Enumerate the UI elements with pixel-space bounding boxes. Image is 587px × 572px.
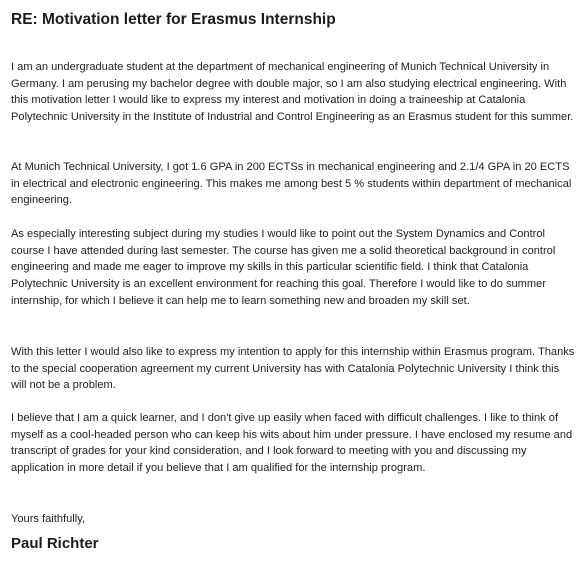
- letter-paragraph-qualities: I believe that I am a quick learner, and I don't give up easily when faced with difficult challenges. I like to think of myself as a cool-headed person who can keep his wits about him under pressure. I have enclosed my resume and transcript of grades for your kind consideration, and I look forward to meeting with you and discussing my application in more detail if you believe that I am qualified for the internship program.: [11, 412, 573, 475]
- letter-paragraph-interests: As especially interesting subject during my studies I would like to point out the System Dynamics and Control course I have attended during last semester. The course has given me a solid theoretical background in control engineering and made me eager to improve my skills in this particular scientific field. I think that Catalonia Polytechnic University is an excellent environment for reaching this goal. Therefore I would like to do summer internship, for which I believe it can help me to learn something new and broaden my skill set.: [11, 228, 556, 307]
- letter-signature: Paul Richter: [11, 535, 99, 552]
- letter-paragraph-grades: At Munich Technical University, I got 1.6 GPA in 200 ECTSs in mechanical engineering and 2.1/4 GPA in 20 ECTS in electrical and electronic engineering. This makes me among best 5 % students within department of mechanical engineering.: [11, 161, 572, 207]
- letter-closing: Yours faithfully,: [11, 513, 85, 525]
- letter-paragraph-erasmus: With this letter I would also like to express my intention to apply for this internship within Erasmus program. Thanks to the special cooperation agreement my current University has with Catalonia Polytechnic University I think this will not be a problem.: [11, 346, 575, 392]
- letter-paragraph-intro: I am an undergraduate student at the department of mechanical engineering of Munich Technical University in Germany. I am perusing my bachelor degree with double major, so I am also studying electrical engineering. With this motivation letter I would like to express my interest and motivation in doing a traineeship at Catalonia Polytechnic University in the Institute of Industrial and Control Engineering as an Erasmus student for this summer.: [11, 61, 574, 124]
- letter-subject: RE: Motivation letter for Erasmus Internship: [11, 11, 336, 28]
